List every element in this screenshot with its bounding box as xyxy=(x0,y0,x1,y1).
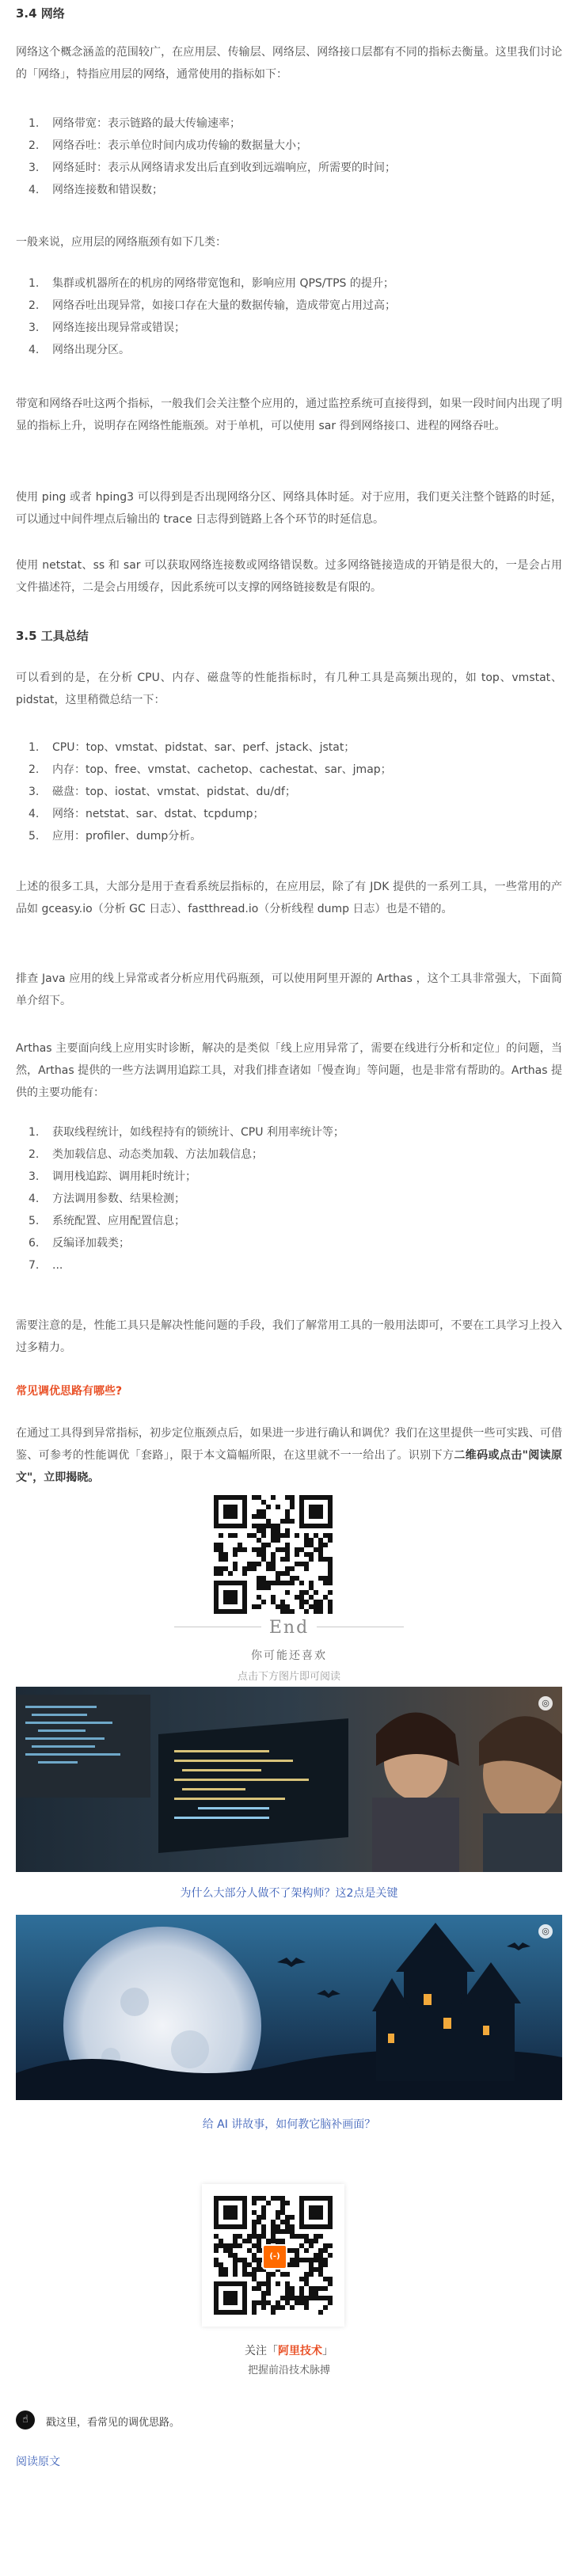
article-1-image xyxy=(16,1687,562,1872)
follow-subtitle: 把握前沿技术脉搏 xyxy=(247,2365,330,2376)
read-original-link[interactable]: 阅读原文 xyxy=(16,2456,60,2468)
s34-paragraph-1: 网络这个概念涵盖的范围较广，在应用层、传输层、网络层、网络接口层都有不同的指标去衡量。这里我们讨论的「网络」，特指应用层的网络，通常使用的指标如下： xyxy=(16,46,562,81)
list-item: 4. 网络连接数和错误数； xyxy=(29,184,163,196)
s35-arthas-features-list xyxy=(16,1121,562,1277)
list-item: 4. 方法调用参数、结果检测； xyxy=(29,1193,185,1205)
list-item: 3. 网络连接出现异常或错误； xyxy=(29,322,185,334)
article-qr-code xyxy=(214,1495,333,1614)
list-item: 2. 网络吞吐：表示单位时间内成功传输的数据量大小； xyxy=(29,139,307,152)
section-3-5-title: 3.5 工具总结 xyxy=(16,629,89,643)
s34-paragraph-2: 一般来说，应用层的网络瓶颈有如下几类： xyxy=(16,236,226,249)
list-item: 2. 内存：top、free、vmstat、cachetop、cachestat、sar、jmap； xyxy=(29,763,392,776)
follow-qr-frame xyxy=(202,2184,344,2327)
s34-paragraph-5: 使用 netstat、ss 和 sar 可以获取网络连接数或网络错误数。过多网络链接造成的开销是很大的，一是会占用文件描述符，二是会占用缓存，因此系统可以支撑的网络链接数是有限的。 xyxy=(16,559,562,594)
s35-paragraph-4: Arthas 主要面向线上应用实时诊断，解决的是类似「线上应用异常了，需要在线进行分析和定位」的问题，当然，Arthas 提供的一些方法调用追踪工具，对我们排查诸如「慢查询」等问题，也是非常有帮助的。Arthas 提供的主要功能有： xyxy=(16,1042,562,1099)
list-item: 3. 调用栈追踪、调用耗时统计； xyxy=(29,1170,196,1183)
list-item: 1. CPU：top、vmstat、pidstat、sar、perf、jstack、jstat； xyxy=(29,741,356,754)
faq-paragraph: 在通过工具得到异常指标，初步定位瓶颈点后，如果进一步进行确认和调优？我们在这里提供一些可实践、可借鉴、可参考的性能调优「套路」，限于本文篇幅所限，在这里就不一一给出了。识别下方二维码或点击"阅读原文"，立即揭晓。 xyxy=(16,1427,563,1484)
list-item: 2. 类加载信息、动态类加载、方法加载信息； xyxy=(29,1148,263,1161)
list-item: 1. 获取线程统计，如线程持有的锁统计、CPU 利用率统计等； xyxy=(29,1126,344,1139)
list-item: 4. 网络出现分区。 xyxy=(29,344,130,356)
end-divider xyxy=(0,1618,578,1637)
s35-paragraph-5: 需要注意的是，性能工具只是解决性能问题的手段，我们了解常用工具的一般用法即可，不要在工具学习上投入过多精力。 xyxy=(16,1319,562,1354)
list-item: 4. 网络：netstat、sar、dstat、tcpdump； xyxy=(29,808,264,820)
list-item: 6. 反编译加载类； xyxy=(29,1237,130,1250)
s35-paragraph-1: 可以看到的是，在分析 CPU、内存、磁盘等的性能指标时，有几种工具是高频出现的，如 top、vmstat、pidstat，这里稍微总结一下： xyxy=(16,672,562,706)
like-text: 戳这里，看常见的调优思路。 xyxy=(46,2417,181,2429)
recommend-heading: 你可能还喜欢 xyxy=(251,1649,327,1662)
like-hand-icon[interactable]: ☝ xyxy=(16,2410,35,2430)
list-item: 3. 网络延时：表示从网络请求发出后直到收到远端响应，所需要的时间； xyxy=(29,162,396,174)
section-3-4-title: 3.4 网络 xyxy=(16,6,65,21)
alibaba-logo-icon: (-) xyxy=(262,2244,287,2270)
list-item: 3. 磁盘：top、iostat、vmstat、pidstat、du/df； xyxy=(29,786,296,798)
s34-metrics-list xyxy=(16,112,562,201)
s35-tools-list xyxy=(16,736,562,847)
list-item: 2. 网络吞吐出现异常，如接口存在大量的数据传输，造成带宽占用过高； xyxy=(29,299,396,312)
s34-paragraph-4: 使用 ping 或者 hping3 可以得到是否出现网络分区、网络具体时延。对于应用，我们更关注整个链路的时延，可以通过中间件埋点后输出的 trace 日志得到链路上各个环节的时延信息。 xyxy=(16,491,562,526)
article-1-caption[interactable]: 为什么大部分人做不了架构师？这2点是关键 xyxy=(180,1887,398,1900)
article-2-caption[interactable]: 给 AI 讲故事，如何教它脑补画面？ xyxy=(202,2118,376,2131)
image-corner-icon: ◎ xyxy=(538,1696,553,1710)
end-label: End xyxy=(268,1618,310,1638)
list-item: 5. 应用：profiler、dump分析。 xyxy=(29,830,202,843)
faq-bold-callout: 二维码或点击"阅读原文"，立即揭晓。 xyxy=(16,1449,563,1484)
list-item: 5. 系统配置、应用配置信息； xyxy=(29,1215,185,1227)
follow-account-name: 阿里技术 xyxy=(278,2345,322,2357)
faq-title: 常见调优思路有哪些? xyxy=(16,1385,123,1398)
s34-paragraph-3: 带宽和网络吞吐这两个指标，一般我们会关注整个应用的，通过监控系统可直接得到，如果一段时间内出现了明显的指标上升，说明存在网络性能瓶颈。对于单机，可以使用 sar 得到网络接口、进程的网络吞吐。 xyxy=(16,398,562,432)
follow-line: 关注「阿里技术」 xyxy=(245,2345,333,2357)
s35-paragraph-3: 排查 Java 应用的线上异常或者分析应用代码瓶颈，可以使用阿里开源的 Arthas ，这个工具非常强大，下面简单介绍下。 xyxy=(16,972,562,1007)
list-item: 7. ... xyxy=(29,1259,63,1272)
s35-paragraph-2: 上述的很多工具，大部分是用于查看系统层指标的，在应用层，除了有 JDK 提供的一系列工具，一些常用的产品如 gceasy.io（分析 GC 日志）、fastthread.io（分析线程 dump 日志）也是不错的。 xyxy=(16,881,562,915)
list-item: 1. 网络带宽：表示链路的最大传输速率； xyxy=(29,117,241,130)
list-item: 1. 集群或机器所在的机房的网络带宽饱和，影响应用 QPS/TPS 的提升； xyxy=(29,277,394,290)
recommend-subheading: 点击下方图片即可阅读 xyxy=(237,1671,340,1683)
article-2-thumbnail[interactable] xyxy=(16,1915,562,2100)
article-2-image xyxy=(16,1915,562,2100)
article-1-thumbnail[interactable] xyxy=(16,1687,562,1872)
s34-bottleneck-list xyxy=(16,272,562,361)
image-corner-icon: ◎ xyxy=(538,1924,553,1939)
